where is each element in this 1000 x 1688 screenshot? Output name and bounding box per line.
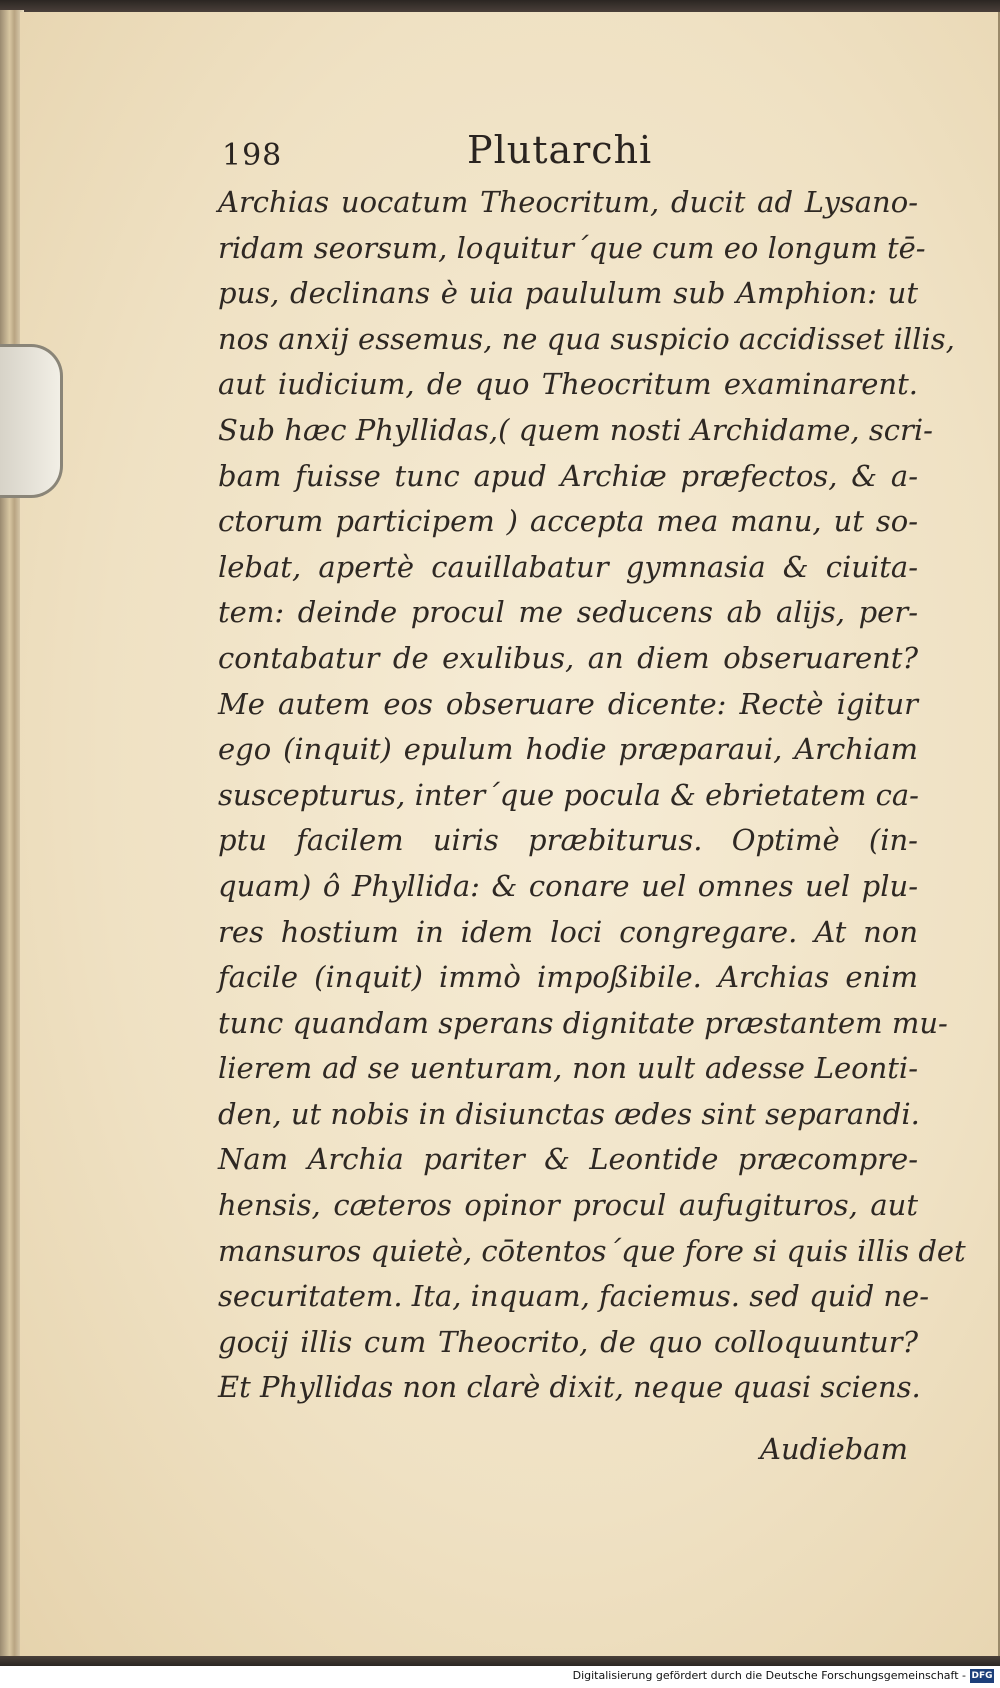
- page-number: 198: [222, 138, 283, 173]
- text-line: gocij illis cum Theocrito, de quo colloquuntur?: [218, 1324, 918, 1359]
- text-line: pus, declinans è uia paululum sub Amphion: ut: [218, 276, 918, 311]
- text-line: aut iudicium, de quo Theocritum examinarent.: [218, 367, 918, 402]
- text-line: tunc quandam sperans dignitate præstantem mu-: [218, 1005, 948, 1040]
- text-line: ctorum participem ) accepta mea manu, ut so-: [218, 504, 918, 539]
- text-line: Archias uocatum Theocritum, ducit ad Lysano-: [218, 185, 918, 219]
- text-line: bam fuisse tunc apud Archiæ præfectos, & a-: [218, 458, 918, 493]
- text-line: quam) ô Phyllida: & conare uel omnes uel plu-: [218, 868, 918, 903]
- text-line: lierem ad se uenturam, non uult adesse Leonti-: [218, 1051, 918, 1086]
- text-line: suscepturus, inter´que pocula & ebrietatem ca-: [218, 777, 919, 812]
- text-line: tem: deinde procul me seducens ab alijs, per-: [218, 595, 918, 630]
- text-line: den, ut nobis in disiunctas ædes sint separandi.: [218, 1096, 920, 1131]
- text-line: hensis, cæteros opinor procul aufugituros, aut: [218, 1188, 918, 1223]
- text-line: ptu facilem uiris præbiturus. Optimè (in-: [218, 823, 918, 858]
- text-line: Sub hæc Phyllidas,( quem nosti Archidame, scri-: [218, 412, 933, 447]
- text-line: ego (inquit) epulum hodie præparaui, Archiam: [218, 732, 918, 767]
- text-line: ridam seorsum, loquitur´que cum eo longum tē-: [218, 230, 926, 265]
- digitization-footer: [0, 1666, 1000, 1688]
- book-clasp: [0, 344, 63, 498]
- text-line: securitatem. Ita, inquam, faciemus. sed quid ne-: [218, 1279, 930, 1314]
- book-cover-top-edge: [0, 0, 1000, 12]
- text-line: Me autem eos obseruare dicente: Rectè igitur: [218, 686, 918, 721]
- book-cover-bottom-edge: [0, 1656, 1000, 1666]
- text-line: facile (inquit) immò impoßibile. Archias enim: [218, 960, 918, 995]
- text-line: Et Phyllidas non clarè dixit, neque quasi sciens.: [218, 1370, 921, 1405]
- text-line: Nam Archia pariter & Leontide præcompre-: [218, 1142, 918, 1177]
- footer-credit: Digitalisierung gefördert durch die Deutsche Forschungsgemeinschaft -: [572, 1669, 966, 1682]
- running-title: Plutarchi: [467, 128, 653, 172]
- catchword: Audiebam: [760, 1432, 908, 1466]
- text-line: res hostium in idem loci congregare. At non: [218, 914, 918, 949]
- dfg-logo-icon: DFG: [971, 1671, 993, 1681]
- text-line: contabatur de exulibus, an diem obseruarent?: [218, 640, 918, 675]
- text-line: mansuros quietè, cōtentos´que fore si quis illis det: [218, 1233, 966, 1268]
- page-header: [222, 128, 912, 180]
- text-line: lebat, apertè cauillabatur gymnasia & ciuita-: [218, 549, 918, 584]
- body-text: [218, 180, 966, 1411]
- text-line: nos anxij essemus, ne qua suspicio accidisset illis,: [218, 321, 955, 356]
